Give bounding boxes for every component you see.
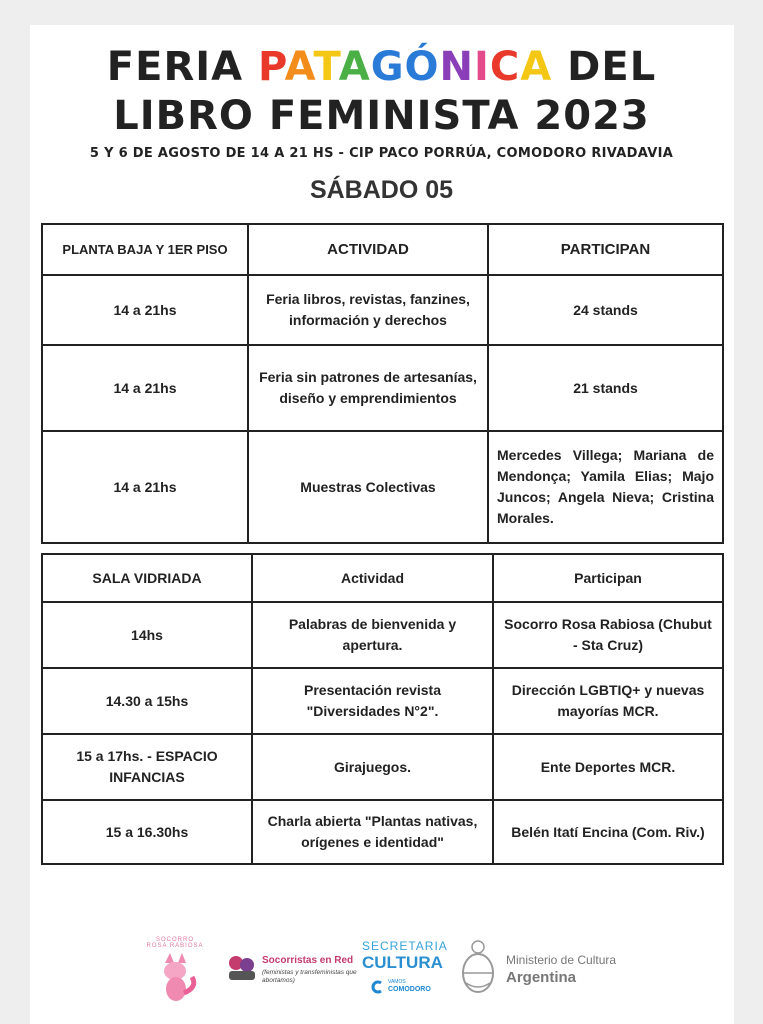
table-row <box>42 431 723 543</box>
socorristas-icon <box>226 953 258 983</box>
table-header-cell: SALA VIDRIADA <box>42 554 252 602</box>
activity-cell: Presentación revista "Diversidades N°2". <box>252 668 493 734</box>
argentina-coat-of-arms-icon <box>458 939 498 997</box>
participants-cell: Belén Itatí Encina (Com. Riv.) <box>493 800 723 864</box>
logo-text: ROSA RABIOSA <box>146 943 204 949</box>
activity-cell: Feria libros, revistas, fanzines, información y derechos <box>248 275 488 345</box>
logo-text: SECRETARIA <box>362 939 448 953</box>
title-colored-word <box>258 44 552 90</box>
secretaria-cultura-logo <box>362 939 448 1005</box>
socorro-rosa-rabiosa-logo <box>140 937 210 1009</box>
time-cell: 14 a 21hs <box>42 431 248 543</box>
table-row <box>42 275 723 345</box>
title-letter: T <box>313 44 339 90</box>
activity-cell: Girajuegos. <box>252 734 493 800</box>
title-letter: N <box>439 44 475 90</box>
logo-text: COMODORO <box>388 986 431 993</box>
participants-cell: 24 stands <box>488 275 723 345</box>
title-line2: LIBRO FEMINISTA 2023 <box>113 93 650 139</box>
schedule-table-planta-baja <box>41 223 724 544</box>
time-cell: 14hs <box>42 602 252 668</box>
participants-cell: 21 stands <box>488 345 723 431</box>
logo-text: (feministas y transfeministas que abortamos) <box>262 969 357 984</box>
socorristas-en-red-logo <box>226 951 356 991</box>
logo-text: Ministerio de Cultura <box>506 953 617 967</box>
table-header-cell: PARTICIPAN <box>488 224 723 275</box>
participants-cell: Ente Deportes MCR. <box>493 734 723 800</box>
logo-text: VAMOS <box>388 979 406 985</box>
table-row <box>42 345 723 431</box>
activity-cell: Muestras Colectivas <box>248 431 488 543</box>
fox-icon <box>140 949 210 1003</box>
title-letter: Ó <box>404 44 440 90</box>
logo-text: SOCORRO <box>155 937 194 943</box>
table-header-cell: ACTIVIDAD <box>248 224 488 275</box>
schedule-table-sala-vidriada <box>41 553 724 865</box>
logo-text: Argentina <box>506 969 577 986</box>
time-cell: 14 a 21hs <box>42 345 248 431</box>
time-cell: 15 a 16.30hs <box>42 800 252 864</box>
participants-cell: Mercedes Villega; Mariana de Mendonça; Yamila Elias; Majo Juncos; Angela Nieva; Cristina Morales. <box>488 431 723 543</box>
table-header-cell: Participan <box>493 554 723 602</box>
time-cell: 14 a 21hs <box>42 275 248 345</box>
event-subtitle: 5 Y 6 DE AGOSTO DE 14 A 21 HS - CIP PACO PORRÚA, COMODORO RIVADAVIA <box>89 146 674 161</box>
time-cell: 14.30 a 15hs <box>42 668 252 734</box>
title-letter: I <box>474 44 490 90</box>
day-heading: SÁBADO 05 <box>309 176 454 204</box>
activity-cell: Charla abierta "Plantas nativas, orígenes e identidad" <box>252 800 493 864</box>
table-row <box>42 668 723 734</box>
title-letter: G <box>370 44 405 90</box>
sponsor-logos <box>0 935 763 1005</box>
title-letter: A <box>520 44 553 90</box>
title-letter: A <box>284 44 314 90</box>
logo-text: CULTURA <box>362 953 443 972</box>
table-header-row <box>42 224 723 275</box>
table-row <box>42 602 723 668</box>
participants-cell: Dirección LGBTIQ+ y nuevas mayorías MCR. <box>493 668 723 734</box>
ministerio-cultura-logo <box>458 939 638 1001</box>
activity-cell: Feria sin patrones de artesanías, diseño y emprendimientos <box>248 345 488 431</box>
activity-cell: Palabras de bienvenida y apertura. <box>252 602 493 668</box>
table-row <box>42 734 723 800</box>
logo-text: Socorristas en Red <box>262 955 354 966</box>
table-row <box>42 800 723 864</box>
title-line1: FERIA PATAGÓNICA DEL <box>106 44 657 90</box>
table-header-cell: PLANTA BAJA Y 1ER PISO <box>42 224 248 275</box>
title-letter: P <box>258 44 285 90</box>
time-cell: 15 a 17hs. - ESPACIO INFANCIAS <box>42 734 252 800</box>
table-header-cell: Actividad <box>252 554 493 602</box>
comodoro-c-icon <box>370 980 384 994</box>
participants-cell: Socorro Rosa Rabiosa (Chubut - Sta Cruz) <box>493 602 723 668</box>
table-header-row <box>42 554 723 602</box>
title-letter: A <box>338 44 371 90</box>
title-letter: C <box>489 44 521 90</box>
